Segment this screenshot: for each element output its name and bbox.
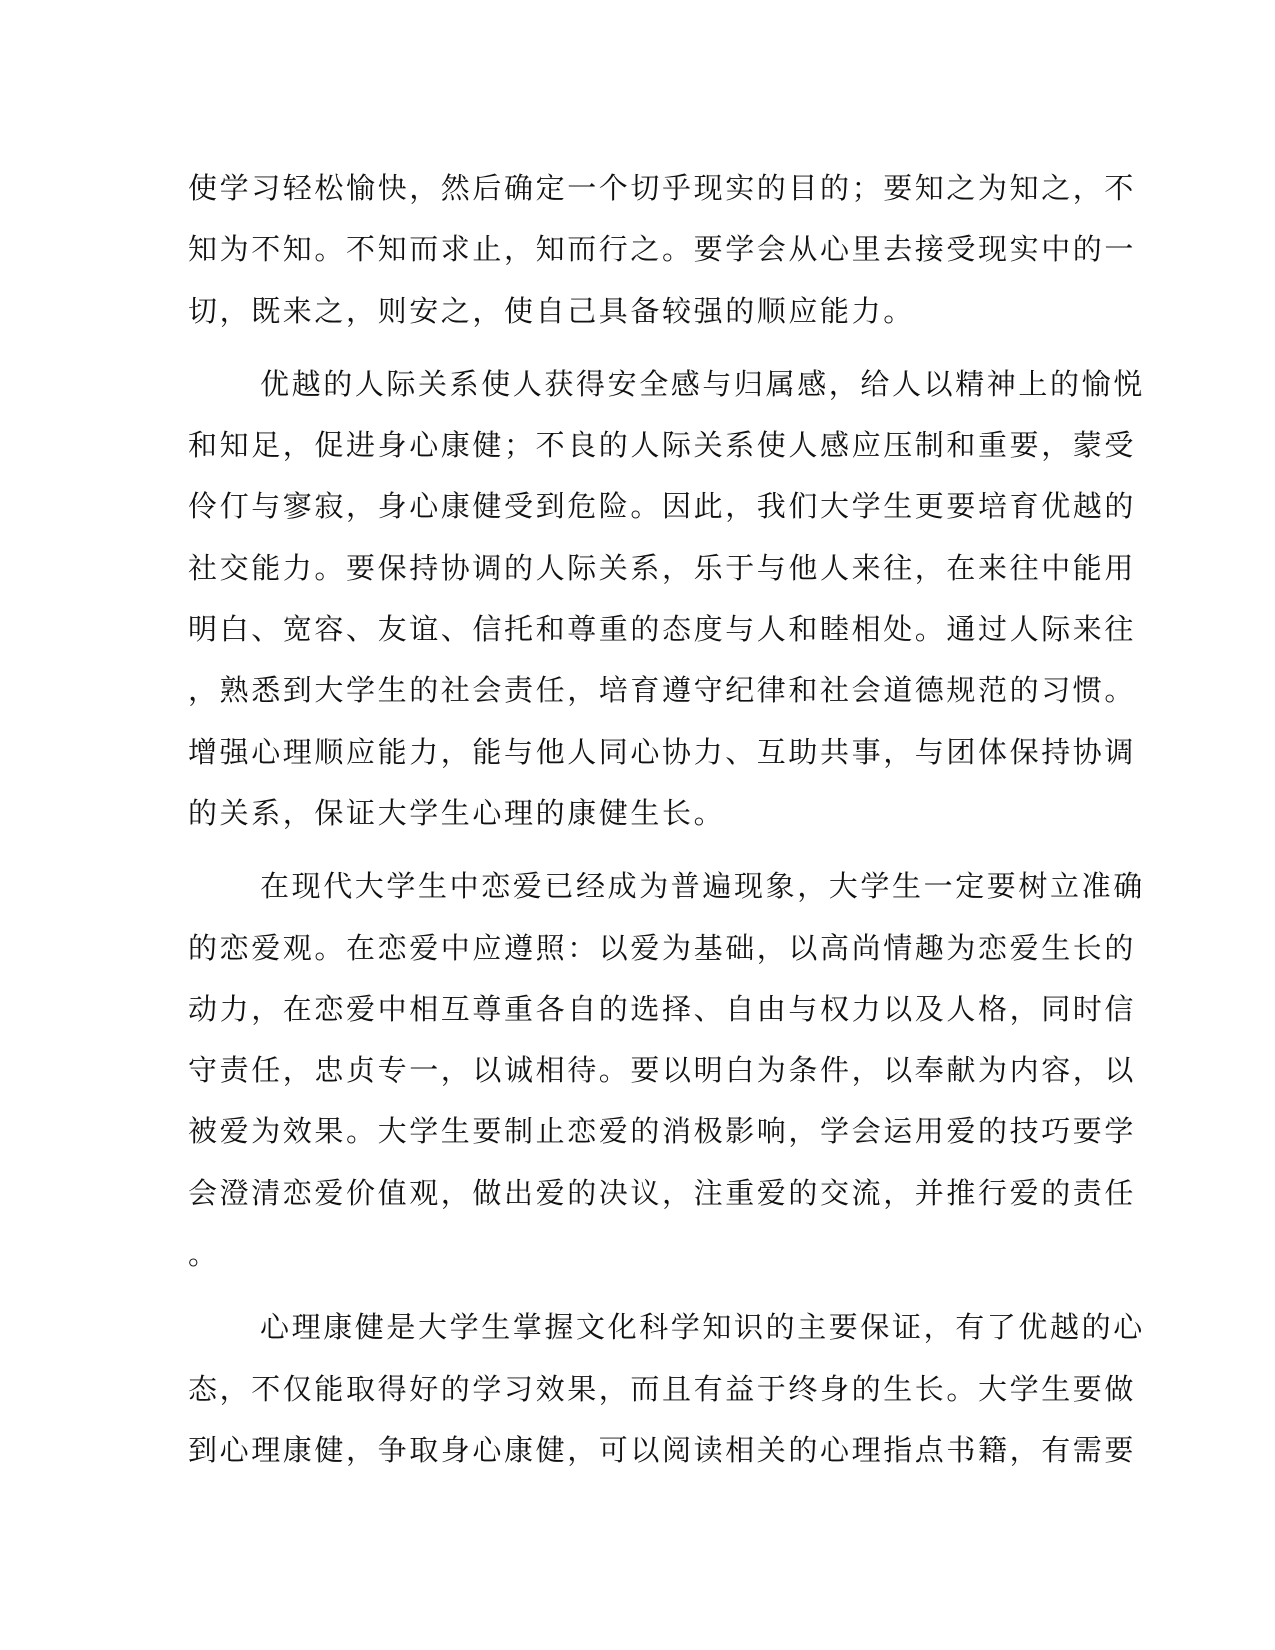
text-line: 知为不知。不知而求止，知而行之。要学会从心里去接受现实中的一 (188, 232, 1137, 267)
text-line: 明白、宽容、友谊、信托和尊重的态度与人和睦相处。通过人际来往 (188, 612, 1137, 647)
text-line: 被爱为效果。大学生要制止恋爱的消极影响，学会运用爱的技巧要学 (188, 1114, 1137, 1149)
text-line: 伶仃与寥寂，身心康健受到危险。因此，我们大学生更要培育优越的 (188, 489, 1137, 524)
paragraph-gap (188, 844, 1068, 856)
text-line: 使学习轻松愉快，然后确定一个切乎现实的目的；要知之为知之，不 (188, 171, 1137, 205)
paragraph-1 (188, 158, 1137, 342)
paragraph-2 (188, 354, 1145, 844)
text-line: 的恋爱观。在恋爱中应遵照：以爱为基础，以高尚情趣为恋爱生长的 (188, 930, 1137, 965)
text-line: 动力，在恋爱中相互尊重各自的选择、自由与权力以及人格，同时信 (188, 991, 1137, 1026)
text-line: 优越的人际关系使人获得安全感与归属感，给人以精神上的愉悦 (260, 366, 1145, 401)
text-line: 增强心理顺应能力，能与他人同心协力、互助共事，与团体保持协调 (188, 734, 1137, 769)
text-line: 社交能力。要保持协调的人际关系，乐于与他人来往，在来往中能用 (188, 550, 1137, 585)
text-line: ，熟悉到大学生的社会责任，培育遵守纪律和社会道德规范的习惯。 (188, 673, 1137, 708)
text-line: 心理康健是大学生掌握文化科学知识的主要保证，有了优越的心 (260, 1310, 1145, 1345)
paragraph-3 (188, 856, 1145, 1285)
text-line: 到心理康健，争取身心康健，可以阅读相关的心理指点书籍，有需要 (188, 1432, 1137, 1467)
text-line: 和知足，促进身心康健；不良的人际关系使人感应压制和重要，蒙受 (188, 428, 1137, 463)
text-line: 切，既来之，则安之，使自己具备较强的顺应能力。 (188, 293, 915, 328)
text-line: 会澄清恋爱价值观，做出爱的决议，注重爱的交流，并推行爱的责任 (188, 1175, 1137, 1210)
body-text (188, 158, 1145, 1481)
text-line: 守责任，忠贞专一，以诚相待。要以明白为条件，以奉献为内容，以 (188, 1053, 1137, 1088)
paragraph-4 (188, 1297, 1145, 1481)
paragraph-gap (188, 1285, 1068, 1297)
text-line: 的关系，保证大学生心理的康健生长。 (188, 795, 726, 830)
paragraph-gap (188, 342, 1068, 354)
text-line: 在现代大学生中恋爱已经成为普遍现象，大学生一定要树立准确 (260, 869, 1145, 904)
text-line: 态，不仅能取得好的学习效果，而且有益于终身的生长。大学生要做 (188, 1371, 1137, 1406)
text-line: 。 (188, 1237, 220, 1272)
